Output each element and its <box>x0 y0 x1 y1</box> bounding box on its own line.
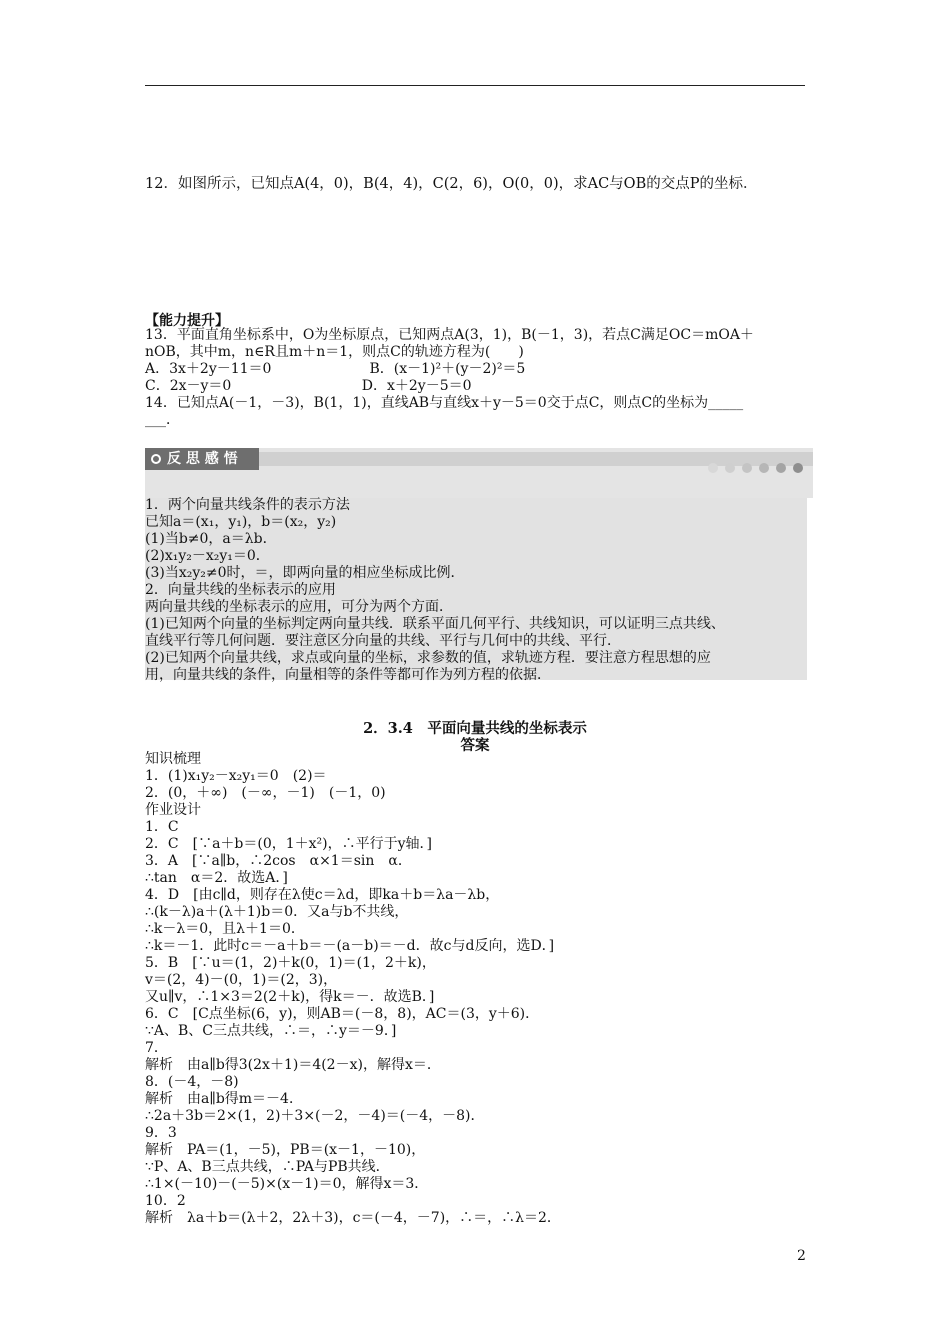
reflection-line: 1．两个向量共线条件的表示方法 <box>145 497 350 513</box>
answer-line: 又u∥v，∴1×3＝2(2＋k)，得k＝－．故选B．] <box>145 989 435 1005</box>
answers-subtitle: 答案 <box>460 737 490 754</box>
dot-icon <box>793 463 803 473</box>
reflection-tab <box>145 448 259 470</box>
answer-line: ∴1×(－10)－(－5)×(x－1)＝0，解得x＝3． <box>145 1176 429 1192</box>
answer-line: 解析 由a∥b得3(2x＋1)＝4(2－x)，解得x＝． <box>145 1057 441 1073</box>
ability-section-title: 【能力提升】 <box>145 313 229 329</box>
answer-line: 3．A [∵a∥b，∴2cos α×1＝sin α． <box>145 853 412 869</box>
answer-line: v＝(2，4)－(0，1)＝(2，3)， <box>145 972 338 988</box>
banner-dots <box>701 458 803 477</box>
answer-line: ∴(k－λ)a＋(λ＋1)b＝0．又a与b不共线， <box>145 904 409 920</box>
answer-line: 作业设计 <box>145 802 201 818</box>
reflection-tab-label: 反 思 感 悟 <box>167 451 238 467</box>
answer-line: 10．2 <box>145 1193 186 1209</box>
answer-line: 9．3 <box>145 1125 177 1141</box>
dot-icon <box>708 463 718 473</box>
reflection-line: 两向量共线的坐标表示的应用，可分为两个方面． <box>145 599 453 615</box>
dot-icon <box>776 463 786 473</box>
dot-icon <box>725 463 735 473</box>
reflection-line: (1)已知两个向量的坐标判定两向量共线．联系平面几何平行、共线知识，可以证明三点共线、 <box>145 616 725 632</box>
answer-line: 5．B [∵u＝(1，2)＋k(0，1)＝(1，2＋k)， <box>145 955 436 971</box>
answer-line: 6．C [C点坐标(6，y)，则AB＝(－8，8)，AC＝(3，y＋6)． <box>145 1006 540 1022</box>
reflection-line: 已知a＝(x₁，y₁)，b＝(x₂，y₂) <box>145 514 337 530</box>
reflection-line: 直线平行等几何问题．要注意区分向量的共线、平行与几何中的共线、平行． <box>145 633 621 649</box>
reflection-line: (3)当x₂y₂≠0时，＝，即两向量的相应坐标成比例． <box>145 565 465 581</box>
answer-line: 1．(1)x₁y₂－x₂y₁＝0 (2)＝ <box>145 768 327 784</box>
ability-line: ___． <box>145 412 180 428</box>
answer-line: 2．(0，＋∞) (－∞，－1) (－1，0) <box>145 785 386 801</box>
reflection-banner <box>145 448 813 498</box>
answer-line: 8．(－4，－8) <box>145 1074 239 1090</box>
answer-line: ∴tan α＝2．故选A．] <box>145 870 288 886</box>
answer-line: 解析 PA＝(1，－5)，PB＝(x－1，－10)， <box>145 1142 426 1158</box>
answer-line: 解析 由a∥b得m＝－4． <box>145 1091 303 1107</box>
ability-line: A．3x＋2y－11＝0 B．(x－1)²＋(y－2)²＝5 <box>145 361 526 377</box>
answer-line: 7． <box>145 1040 168 1056</box>
dot-icon <box>759 463 769 473</box>
ability-line: nOB，其中m，n∈R且m＋n＝1，则点C的轨迹方程为( ) <box>145 344 524 360</box>
answer-line: 1．C <box>145 819 179 835</box>
answer-line: 解析 λa＋b＝(λ＋2，2λ＋3)，c＝(－4，－7)，∴＝，∴λ＝2． <box>145 1210 561 1226</box>
answers-section-title: 2．3.4 平面向量共线的坐标表示 <box>363 720 587 737</box>
answer-line: ∵P、A、B三点共线，∴PA与PB共线． <box>145 1159 390 1175</box>
answer-line: ∴2a＋3b＝2×(1，2)＋3×(－2，－4)＝(－4，－8)． <box>145 1108 485 1124</box>
dot-icon <box>742 463 752 473</box>
reflection-line: (1)当b≠0，a＝λb． <box>145 531 277 547</box>
question-12: 12．如图所示，已知点A(4，0)，B(4，4)，C(2，6)，O(0，0)，求AC与OB的交点P的坐标． <box>145 176 758 192</box>
answer-line: ∵A、B、C三点共线，∴＝，∴y＝－9．] <box>145 1023 397 1039</box>
reflection-line: 2．向量共线的坐标表示的应用 <box>145 582 336 598</box>
answer-line: 知识梳理 <box>145 751 201 767</box>
page-number: 2 <box>797 1248 806 1264</box>
circle-bullet-icon <box>151 454 161 464</box>
answer-line: 2．C [∵a＋b＝(0，1＋x²)，∴平行于y轴．] <box>145 836 433 852</box>
answer-line: ∴k－λ＝0，且λ＋1＝0． <box>145 921 305 937</box>
ability-line: C．2x－y＝0 D．x＋2y－5＝0 <box>145 378 472 394</box>
answer-line: 4．D [由c∥d，则存在λ使c＝λd，即ka＋b＝λa－λb， <box>145 887 500 903</box>
reflection-line: (2)x₁y₂－x₂y₁＝0． <box>145 548 270 564</box>
ability-line: 13．平面直角坐标系中，O为坐标原点，已知两点A(3，1)，B(－1，3)，若点C满足OC＝mOA＋ <box>145 327 754 343</box>
header-rule <box>145 85 805 86</box>
answer-line: ∴k＝－1．此时c＝－a＋b＝－(a－b)＝－d．故c与d反向，选D．] <box>145 938 555 954</box>
banner-strip <box>257 452 813 466</box>
reflection-line: 用，向量共线的条件，向量相等的条件等都可作为列方程的依据． <box>145 667 551 683</box>
ability-line: 14．已知点A(－1，－3)，B(1，1)，直线AB与直线x＋y－5＝0交于点C，则点C的坐标为_____ <box>145 395 744 411</box>
reflection-line: (2)已知两个向量共线，求点或向量的坐标，求参数的值，求轨迹方程．要注意方程思想的应 <box>145 650 711 666</box>
